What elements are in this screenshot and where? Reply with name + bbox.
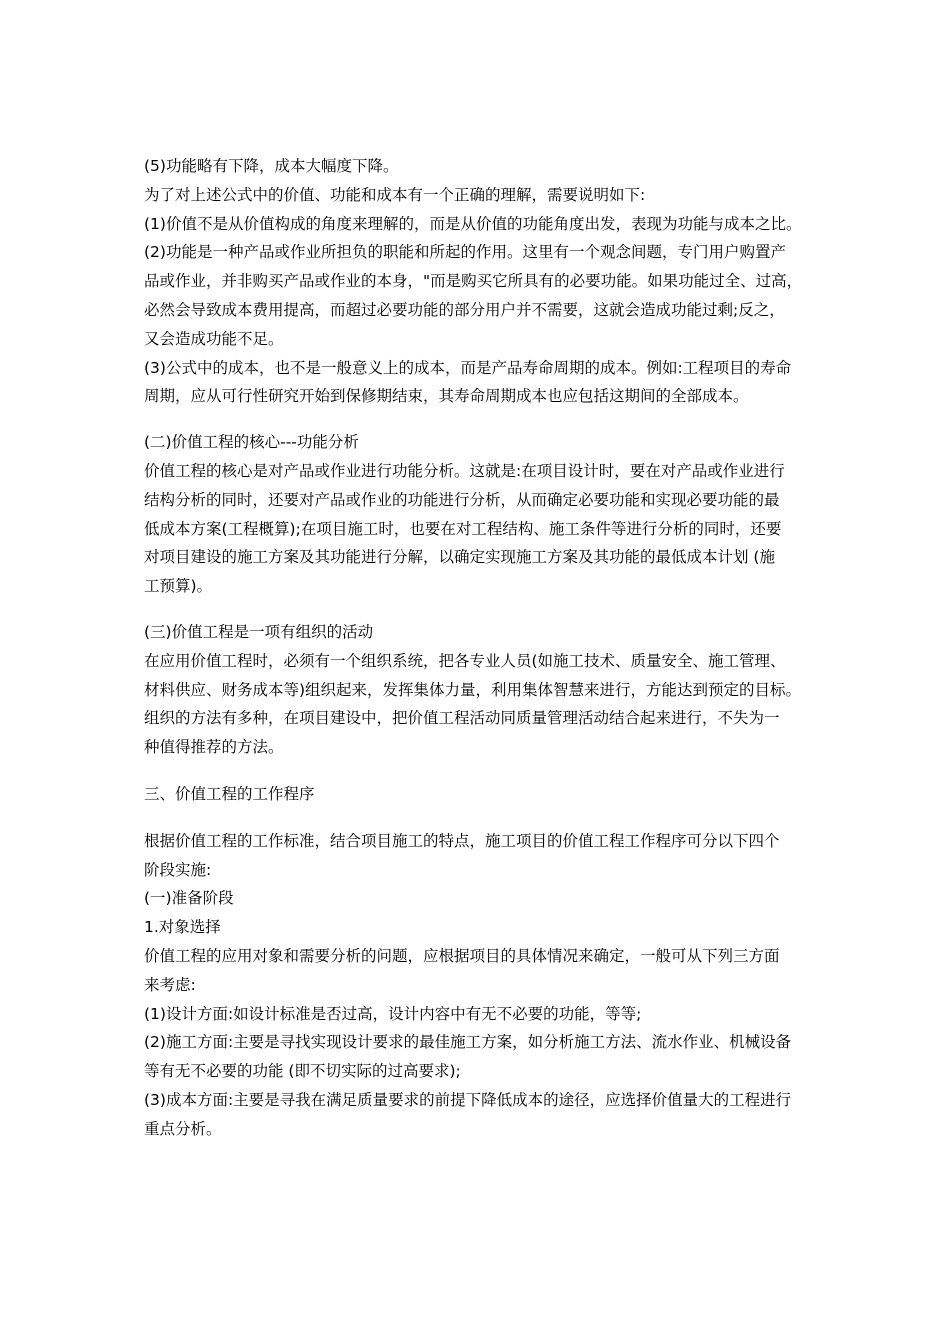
- text-line: (1)价值不是从价值构成的角度来理解的，而是从价值的功能角度出发，表现为功能与成本之比。: [144, 214, 802, 233]
- text-line: 价值工程的核心是对产品或作业进行功能分析。这就是:在项目设计时，要在对产品或作业进行: [144, 461, 785, 480]
- text-line: 根据价值工程的工作标准，结合项目施工的特点，施工项目的价值工程工作程序可分以下四个: [144, 831, 780, 850]
- text-line: (5)功能略有下降，成本大幅度下降。: [144, 157, 399, 175]
- subsection-heading: (一)准备阶段: [144, 889, 234, 908]
- document-page: [144, 152, 824, 1144]
- text-line: (1)设计方面:如设计标准是否过高，设计内容中有无不必要的功能，等等;: [144, 1004, 642, 1023]
- text-line: 阶段实施:: [144, 860, 212, 879]
- text-line: 在应用价值工程时，必须有一个组织系统，把各专业人员(如施工技术、质量安全、施工管理、: [144, 651, 786, 670]
- text-line: 价值工程的应用对象和需要分析的问题，应根据项目的具体情况来确定，一般可从下列三方面: [144, 946, 780, 965]
- subsection-heading: (二)价值工程的核心---功能分析: [144, 433, 359, 452]
- paragraph-block-organized-activity: [144, 618, 824, 762]
- paragraph-block-work-procedure: [144, 827, 824, 1144]
- text-line: (2)施工方面:主要是寻找实现设计要求的最佳施工方案，如分析施工方法、流水作业、机械设备: [144, 1033, 792, 1052]
- text-line: 种值得推荐的方法。: [144, 738, 284, 757]
- text-line: 等有无不必要的功能 (即不切实际的过高要求);: [144, 1062, 461, 1081]
- paragraph-spacer: [144, 601, 824, 618]
- paragraph-spacer: [144, 762, 824, 780]
- text-line: 结构分析的同时，还要对产品或作业的功能进行分析，从而确定必要功能和实现必要功能的最: [144, 490, 780, 509]
- text-line: 低成本方案(工程概算);在项目施工时，也要在对工程结构、施工条件等进行分析的同时，还要: [144, 519, 782, 538]
- text-line: 必然会导致成本费用提高，而超过必要功能的部分用户并不需要，这就会造成功能过剩;反之，: [144, 300, 785, 319]
- text-line: 材料供应、财务成本等)组织起来，发挥集体力量，利用集体智慧来进行，方能达到预定的目标。: [144, 680, 802, 699]
- text-line: 工预算)。: [144, 577, 213, 596]
- text-line: 品或作业，并非购买产品或作业的本身，"而是购买它所具有的必要功能。如果功能过全、过高，: [144, 272, 803, 291]
- text-line: 组织的方法有多种，在项目建设中，把价值工程活动同质量管理活动结合起来进行，不失为一: [144, 709, 780, 728]
- paragraph-spacer: [144, 411, 824, 428]
- paragraph-block-value-explanation: [144, 152, 824, 411]
- text-line: 周期，应从可行性研究开始到保修期结束，其寿命周期成本也应包括这期间的全部成本。: [144, 387, 749, 406]
- text-line: (2)功能是一种产品或作业所担负的职能和所起的作用。这里有一个观念间题，专门用户购置产: [144, 243, 786, 262]
- section-heading: 三、价值工程的工作程序: [144, 784, 315, 803]
- text-line: (3)成本方面:主要是寻我在满足质量要求的前提下降低成本的途径，应选择价值量大的工程进行: [144, 1090, 792, 1109]
- text-line: 又会造成功能不足。: [144, 329, 284, 348]
- item-heading: 1.对象选择: [144, 918, 221, 937]
- paragraph-block-function-analysis: [144, 428, 824, 601]
- text-line: 对项目建设的施工方案及其功能进行分解，以确定实现施工方案及其功能的最低成本计划 (施: [144, 548, 775, 567]
- text-line: 为了对上述公式中的价值、功能和成本有一个正确的理解，需要说明如下:: [144, 185, 646, 204]
- text-line: 来考虑:: [144, 975, 196, 994]
- text-line: 重点分析。: [144, 1119, 222, 1138]
- paragraph-spacer: [144, 809, 824, 827]
- text-line: (3)公式中的成本，也不是一般意义上的成本，而是产品寿命周期的成本。例如:工程项目的寿命: [144, 358, 792, 377]
- subsection-heading: (三)价值工程是一项有组织的活动: [144, 622, 374, 641]
